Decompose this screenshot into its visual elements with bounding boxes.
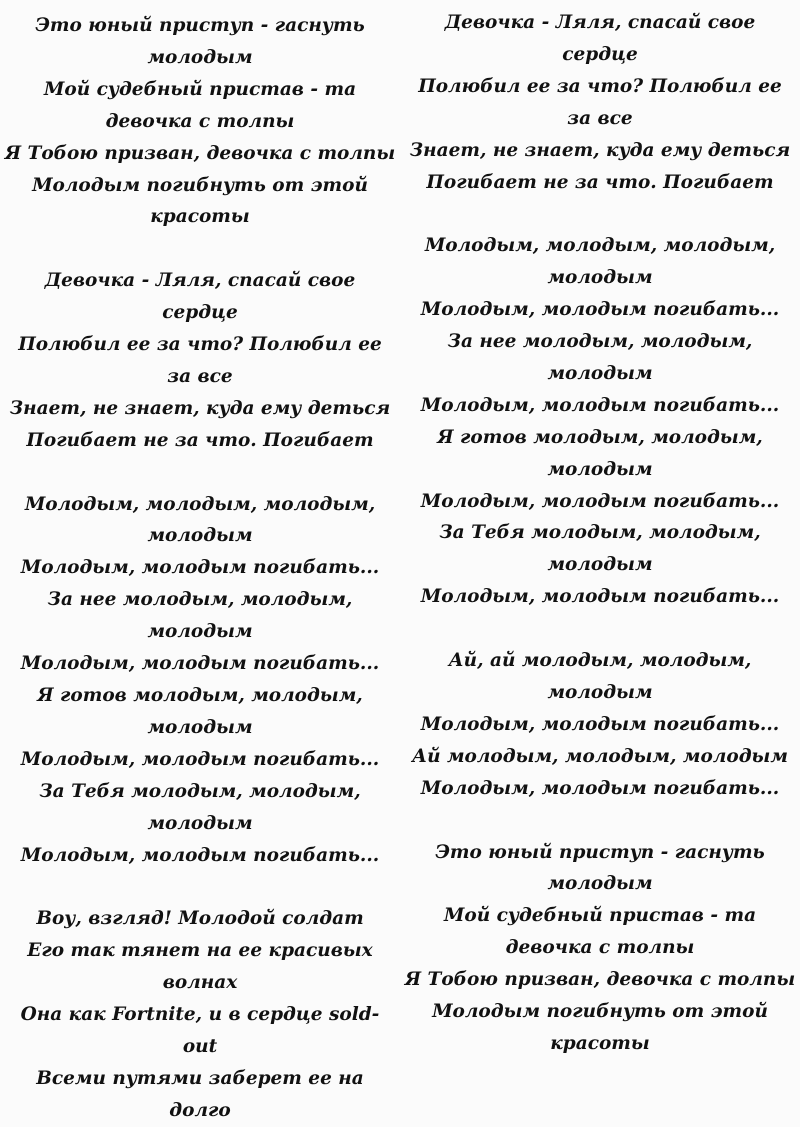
lyric-line: Я готов молодым, молодым, молодым bbox=[37, 685, 363, 738]
lyric-line: Его так тянет на ее красивых волнах bbox=[27, 940, 373, 994]
lyric-line: Молодым, молодым погибать... bbox=[420, 713, 780, 735]
lyric-line: Молодым, молодым погибать... bbox=[20, 844, 380, 866]
lyric-line: Молодым, молодым погибать... bbox=[420, 586, 780, 608]
lyric-line: Молодым, молодым погибать... bbox=[420, 299, 780, 321]
lyric-line: Молодым, молодым погибать... bbox=[20, 557, 380, 579]
lyric-line: Полюбил ее за что? Полюбил ее за все bbox=[418, 75, 782, 129]
lyric-line: Молодым погибнуть от этой красоты bbox=[432, 1001, 768, 1054]
lyric-line: Знает, не знает, куда ему деться bbox=[409, 139, 791, 161]
lyric-line: Молодым, молодым погибать... bbox=[420, 394, 780, 416]
lyric-line: Девочка - Ляля, спасай свое сердце bbox=[444, 12, 756, 65]
lyric-line: Погибает не за что. Погибает bbox=[426, 171, 774, 193]
lyric-line: За нее молодым, молодым, молодым bbox=[47, 589, 353, 643]
lyric-line: Я Тобою призван, девочка с толпы bbox=[404, 969, 796, 991]
lyric-line: Молодым, молодым, молодым, молодым bbox=[424, 235, 776, 289]
lyric-line: Молодым, молодым, молодым, молодым bbox=[24, 493, 376, 547]
lyric-line: Молодым погибнуть от этой красоты bbox=[32, 174, 368, 228]
lyric-line: Это юный приступ - гаснуть молодым bbox=[435, 841, 765, 895]
stanza-break bbox=[404, 805, 796, 837]
lyric-line: Девочка - Ляля, спасай свое сердце bbox=[44, 270, 356, 324]
stanza-break bbox=[404, 613, 796, 645]
lyric-line: Погибает не за что. Погибает bbox=[26, 429, 374, 451]
lyric-line: За Тебя молодым, молодым, молодым bbox=[39, 780, 361, 834]
lyric-line: Она как Fortnite, и в сердце sold-out bbox=[20, 1004, 380, 1057]
lyric-line: Знает, не знает, куда ему деться bbox=[9, 397, 391, 419]
lyric-line: Мой судебный пристав - та девочка с толпы bbox=[43, 78, 357, 132]
lyric-line: Молодым, молодым погибать... bbox=[20, 748, 380, 770]
stanza-break bbox=[4, 871, 396, 903]
lyrics-left-column bbox=[4, 10, 396, 1127]
lyric-line: За Тебя молодым, молодым, молодым bbox=[439, 522, 761, 576]
lyric-line: Молодым, молодым погибать... bbox=[20, 653, 380, 675]
lyrics-right-column bbox=[404, 7, 796, 1060]
lyric-line: Мой судебный пристав - та девочка с толпы bbox=[443, 905, 757, 959]
lyric-line: Молодым, молодым погибать... bbox=[420, 777, 780, 799]
lyric-line: Я Тобою призван, девочка с толпы bbox=[4, 142, 396, 164]
stanza-break bbox=[4, 457, 396, 489]
lyric-line: Воу, взгляд! Молодой солдат bbox=[36, 908, 364, 930]
lyric-line: Это юный приступ - гаснуть молодым bbox=[35, 15, 365, 68]
stanza-break bbox=[404, 198, 796, 230]
lyric-line: Молодым, молодым погибать... bbox=[420, 490, 780, 512]
lyric-line: Полюбил ее за что? Полюбил ее за все bbox=[18, 334, 382, 387]
stanza-break bbox=[4, 233, 396, 265]
lyric-line: Ай молодым, молодым, молодым bbox=[412, 745, 788, 767]
lyric-line: За нее молодым, молодым, молодым bbox=[447, 331, 753, 384]
lyric-line: Я готов молодым, молодым, молодым bbox=[437, 426, 763, 480]
lyric-line: Всеми путями заберет ее на долго bbox=[36, 1067, 364, 1121]
lyric-line: Ай, ай молодым, молодым, молодым bbox=[448, 650, 752, 703]
